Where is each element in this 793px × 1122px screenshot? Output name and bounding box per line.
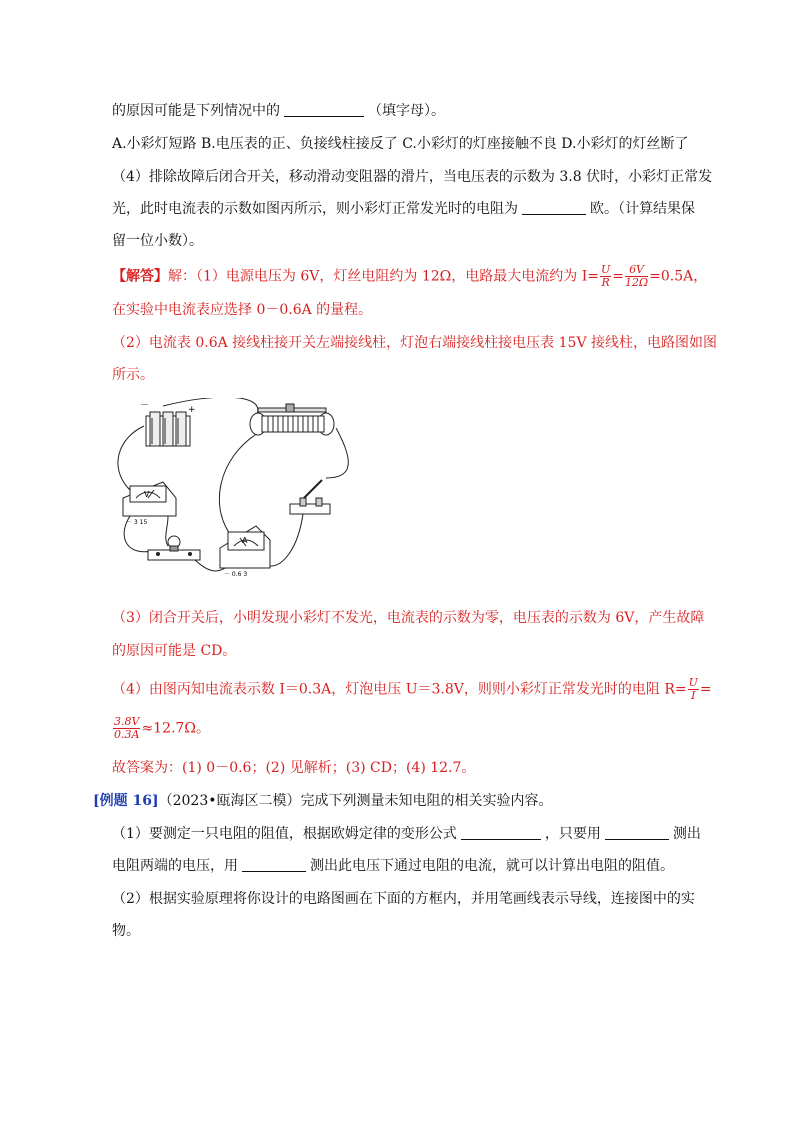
wire (326, 428, 348, 478)
final-answer: 故答案为：(1) 0－0.6；(2) 见解析；(3) CD；(4) 12.7。 (112, 760, 476, 776)
fraction-3.8v-over-0.3a (113, 716, 140, 741)
example16-q2-line1: （2）根据实验原理将你设计的电路图画在下面的方框内，并用笔画线表示导线，连接图中的实 (112, 891, 695, 907)
answer-p4-result: ≈12.7Ω。 (141, 720, 210, 737)
wire (118, 426, 144, 490)
q3-tail-line (112, 101, 445, 121)
fraction-6v-over-12ohm (625, 264, 648, 289)
q4-text-after: 欧。（计算结果保 (590, 201, 695, 217)
voltmeter-icon (123, 482, 176, 516)
battery-icon (146, 412, 190, 446)
answer-p3-line1: （3）闭合开关后，小明发现小彩灯不发光，电流表的示数为零，电压表的示数为 6V，产生故障 (112, 610, 705, 626)
fraction-u-over-i (688, 677, 699, 702)
answer-p4-text: （4）由图丙知电流表示数 I＝0.3A，灯泡电压 U＝3.8V，则则小彩灯正常发光时的电阻 R= (112, 681, 687, 698)
q4-line3: 留一位小数）。 (112, 233, 203, 249)
answer-p3-line2: 的原因可能是 CD。 (112, 643, 237, 659)
q4-line1: （4）排除故障后闭合开关，移动滑动变阻器的滑片，当电压表的示数为 3.8 伏时，小彩灯正常发 (112, 169, 713, 185)
q3-text: 的原因可能是下列情况中的 (112, 103, 280, 119)
frac-num: 6V (625, 264, 648, 277)
answer-p2-line2: 所示。 (112, 367, 154, 383)
ammeter-terminals: － 0.6 3 (224, 571, 248, 578)
q3-options: A.小彩灯短路 B.电压表的正、负接线柱接反了 C.小彩灯的灯座接触不良 D.小彩灯的灯丝断了 (112, 136, 689, 152)
frac-den: I (691, 689, 696, 702)
q4-answer-blank[interactable] (522, 200, 586, 215)
voltmeter-label: V (144, 490, 150, 499)
wire (268, 514, 303, 566)
battery-minus-label: － (140, 401, 150, 411)
frac-den: R (601, 276, 610, 289)
frac-num: 3.8V (114, 715, 140, 728)
switch-icon (290, 480, 330, 514)
q1-line2-text: 电阻两端的电压，用 (112, 858, 238, 874)
frac-den: 0.3A (114, 728, 140, 741)
voltmeter-terminals: － 3 15 (126, 519, 148, 526)
example16-header (93, 791, 553, 811)
formula-blank[interactable] (461, 825, 541, 840)
instrument1-blank[interactable] (605, 825, 669, 840)
q3-answer-blank[interactable] (284, 102, 364, 117)
answer-label: 【解答】 (112, 268, 168, 285)
q4-line2 (112, 199, 695, 219)
example16-q2-line2: 物。 (112, 923, 140, 939)
answer-p1-line2: 在实验中电流表应选择 0－0.6A 的量程。 (112, 302, 373, 318)
example16-q1-line2 (112, 856, 674, 876)
circuit-diagram (108, 398, 358, 580)
q1-text-mid: ，只要用 (544, 826, 601, 842)
q4-text: 光，此时电流表的示数如图丙所示，则小彩灯正常发光时的电阻为 (112, 201, 518, 217)
lamp-icon (148, 536, 200, 560)
fraction-u-over-r (600, 264, 611, 289)
battery-plus-label: + (188, 405, 196, 415)
answer-p4-line2 (112, 716, 210, 741)
ammeter-icon (220, 526, 270, 568)
example16-q1-line1 (112, 824, 701, 844)
wire (219, 433, 258, 538)
answer-p1 (112, 264, 707, 289)
answer-p2-line1: （2）电流表 0.6A 接线柱接开关左端接线柱，灯泡右端接线柱接电压表 15V 接线柱，电路图如图 (112, 335, 718, 351)
frac-num: U (688, 676, 698, 689)
q3-text-after: （填字母）。 (368, 103, 445, 119)
frac-num: U (600, 263, 611, 276)
example16-intro: （2023•瓯海区二模）完成下列测量未知电阻的相关实验内容。 (158, 793, 553, 809)
equals: = (612, 268, 624, 285)
q1-line2-after: 测出此电压下通过电阻的电流，就可以计算出电阻的阻值。 (310, 858, 674, 874)
answer-p4-line1 (112, 677, 712, 702)
ammeter-label: A (242, 536, 248, 545)
example16-label: [例题 16] (93, 793, 159, 809)
instrument2-blank[interactable] (242, 857, 306, 872)
frac-den: 12Ω (624, 276, 649, 289)
answer-p1-text: 解：（1）电源电压为 6V，灯丝电阻约为 12Ω，电路最大电流约为 I= (168, 268, 599, 285)
q1-text: （1）要测定一只电阻的阻值，根据欧姆定律的变形公式 (112, 826, 457, 842)
answer-p1-result: =0.5A， (649, 268, 708, 285)
equals: = (699, 681, 712, 698)
rheostat-icon (250, 404, 334, 435)
q1-text-after: 测出 (672, 826, 701, 842)
